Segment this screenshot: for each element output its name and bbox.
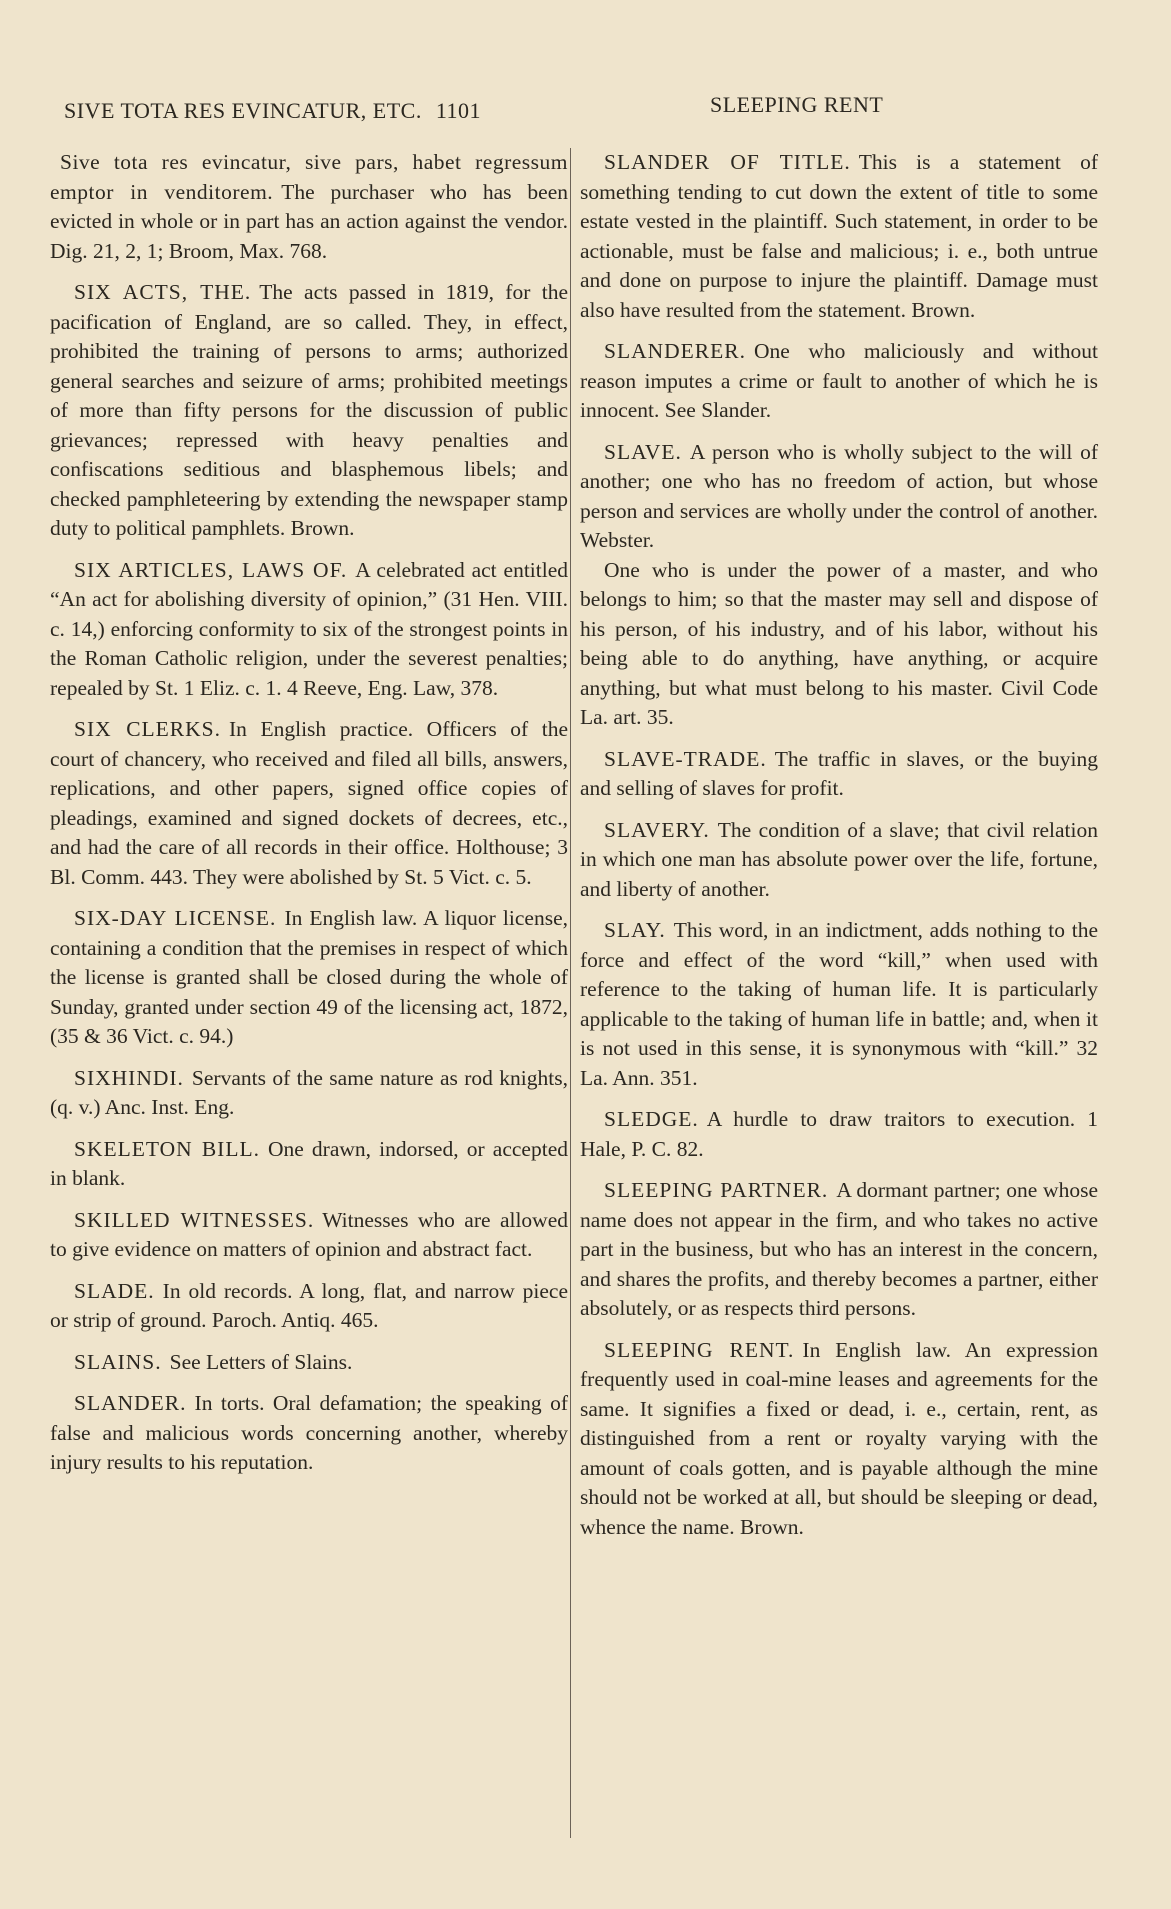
headword: SLAVERY.	[604, 817, 710, 842]
headword: SIX-DAY LICENSE.	[74, 906, 277, 930]
headword: SLANDER OF TITLE.	[604, 150, 851, 174]
definition: In old records. A long, flat, and narrow piece or strip of ground. Paroch. Antiq. 465.	[50, 1278, 568, 1332]
headword: SLEEPING PARTNER.	[604, 1178, 829, 1202]
headword: SIXHINDI.	[74, 1065, 184, 1090]
headword: SLADE.	[74, 1278, 155, 1303]
entry-sledge	[580, 1105, 1098, 1164]
entry-six-day-license	[50, 904, 568, 1052]
column-divider	[570, 148, 571, 1838]
definition: Servants of the same nature as rod knights, (q. v.) Anc. Inst. Eng.	[50, 1065, 568, 1119]
entry-sleeping-partner	[580, 1176, 1098, 1324]
headword: SLAVE-TRADE.	[604, 746, 767, 771]
headword: SKILLED WITNESSES.	[74, 1207, 315, 1232]
right-column	[580, 148, 1098, 1554]
headword: SLANDER.	[74, 1391, 187, 1415]
entry-slave	[580, 438, 1098, 733]
definition: A person who is wholly subject to the will of another; one who has no freedom of action, but whose person and services are wholly under the control of another. Webster.	[580, 439, 1098, 552]
definition: A dormant partner; one whose name does not appear in the firm, and who takes no active part in the business, but who has an interest in the concern, and shares the profits, and thereby becomes a partner, either absolutely, or as respects third persons.	[580, 1178, 1098, 1320]
definition: This word, in an indictment, adds nothing to the force and effect of the word “kill,” when used with reference to the taking of human life. It is particularly applicable to the taking of human life in battle; and, when it is not used in this sense, it is synonymous with “kill.” 32 La. Ann. 351.	[580, 918, 1098, 1090]
left-column	[50, 148, 568, 1490]
definition: A hurdle to draw traitors to execution. 1 Hale, P. C. 82.	[580, 1107, 1098, 1161]
entry-slains	[50, 1348, 568, 1378]
entry-slave-trade	[580, 745, 1098, 804]
headword: SLEEPING RENT.	[604, 1337, 795, 1362]
running-header	[60, 92, 1120, 126]
definition: In English law. A liquor license, containing a condition that the premises in respect of which the license is granted shall be closed during the whole of Sunday, granted under section 49 of the licensing act, 1872, (35 & 36 Vict. c. 94.)	[50, 906, 568, 1048]
definition: In torts. Oral defamation; the speaking of false and malicious words concerning another, whereby injury results to his reputation.	[50, 1391, 568, 1474]
headword: SLAINS.	[74, 1349, 162, 1374]
entry-sive-tota	[50, 148, 568, 266]
headword: SLEDGE.	[604, 1107, 699, 1131]
definition: The acts passed in 1819, for the pacification of England, are so called. They, in effect, prohibited the training of persons to arms; authorized general searches and seizure of arms; prohibited meetings of more than fifty persons for the discussion of public grievances; repressed with heavy penalties and confiscations seditious and blasphemous libels; and checked pamphleteering by extending the newspaper stamp duty to political pamphlets. Brown.	[50, 280, 568, 540]
definition: See Letters of Slains.	[169, 1349, 353, 1374]
page-number: 1101	[435, 98, 482, 123]
entry-six-acts	[50, 278, 568, 544]
entry-slanderer	[580, 337, 1098, 426]
entry-slay	[580, 916, 1098, 1093]
headword: SLANDERER.	[604, 339, 746, 363]
definition: One who maliciously and without reason imputes a crime or fault to another of which he is innocent. See Slander.	[580, 339, 1098, 422]
definition: The purchaser who has been evicted in whole or in part has an action against the vendor. Dig. 21, 2, 1; Broom, Max. 768.	[50, 179, 568, 263]
entry-slander-of-title	[580, 148, 1098, 325]
definition: One drawn, indorsed, or accepted in blank.	[50, 1136, 568, 1190]
entry-slavery	[580, 816, 1098, 905]
definition: Witnesses who are allowed to give evidence on matters of opinion and abstract fact.	[50, 1207, 568, 1261]
headword: SIX CLERKS.	[74, 717, 222, 741]
headword: Sive tota res evincatur, sive pars, habet regressum emptor in venditorem.	[50, 150, 568, 204]
definition: A celebrated act entitled “An act for abolishing diversity of opinion,” (31 Hen. VIII. c. 14,) enforcing conformity to six of the strongest points in the Roman Catholic religion, under the severest penalties; repealed by St. 1 Eliz. c. 1. 4 Reeve, Eng. Law, 378.	[50, 557, 569, 700]
definition: The traffic in slaves, or the buying and selling of slaves for profit.	[580, 746, 1098, 800]
headword: SIX ARTICLES, LAWS OF.	[74, 557, 348, 582]
definition: In English practice. Officers of the court of chancery, who received and filed all bills, answers, replications, and other papers, signed office copies of pleadings, examined and signed dockets of decrees, etc., and had the care of all records in their office. Holthouse; 3 Bl. Comm. 443. They were abolished by St. 5 Vict. c. 5.	[50, 717, 569, 889]
header-left-title	[64, 98, 481, 124]
entry-skilled-witnesses	[50, 1206, 568, 1265]
definition-continuation: One who is under the power of a master, and who belongs to him; so that the master may sell and dispose of his person, of his industry, and of his labor, without his being able to do anything, have anything, or acquire anything, but what must belong to his master. Civil Code La. art. 35.	[580, 557, 1098, 729]
headword: SIX ACTS, THE.	[74, 280, 252, 304]
entry-sixhindi	[50, 1064, 568, 1123]
entry-six-articles	[50, 556, 568, 704]
headword: SKELETON BILL.	[74, 1136, 260, 1161]
entry-slander	[50, 1389, 568, 1478]
headword: SLAVE.	[604, 439, 682, 464]
entry-skeleton-bill	[50, 1135, 568, 1194]
headword: SLAY.	[604, 918, 666, 942]
header-right-title: SLEEPING RENT	[710, 92, 884, 117]
header-left-text: SIVE TOTA RES EVINCATUR, ETC.	[64, 98, 422, 123]
entry-sleeping-rent	[580, 1336, 1098, 1543]
definition: This is a statement of something tending to cut down the extent of title to some estate vested in the plaintiff. Such statement, in order to be actionable, must be false and malicious; i. e., both untrue and done on purpose to injure the plaintiff. Damage must also have resulted from the statement. Brown.	[580, 150, 1098, 322]
entry-slade	[50, 1277, 568, 1336]
definition: The condition of a slave; that civil relation in which one man has absolute power over the life, fortune, and liberty of another.	[580, 817, 1098, 901]
entry-six-clerks	[50, 715, 568, 892]
definition: In English law. An expression frequently used in coal-mine leases and agreements for the same. It signifies a fixed or dead, i. e., certain, rent, as distinguished from a rent or royalty varying with the amount of coals gotten, and is payable although the mine should not be worked at all, but should be sleeping or dead, whence the name. Brown.	[580, 1337, 1098, 1539]
